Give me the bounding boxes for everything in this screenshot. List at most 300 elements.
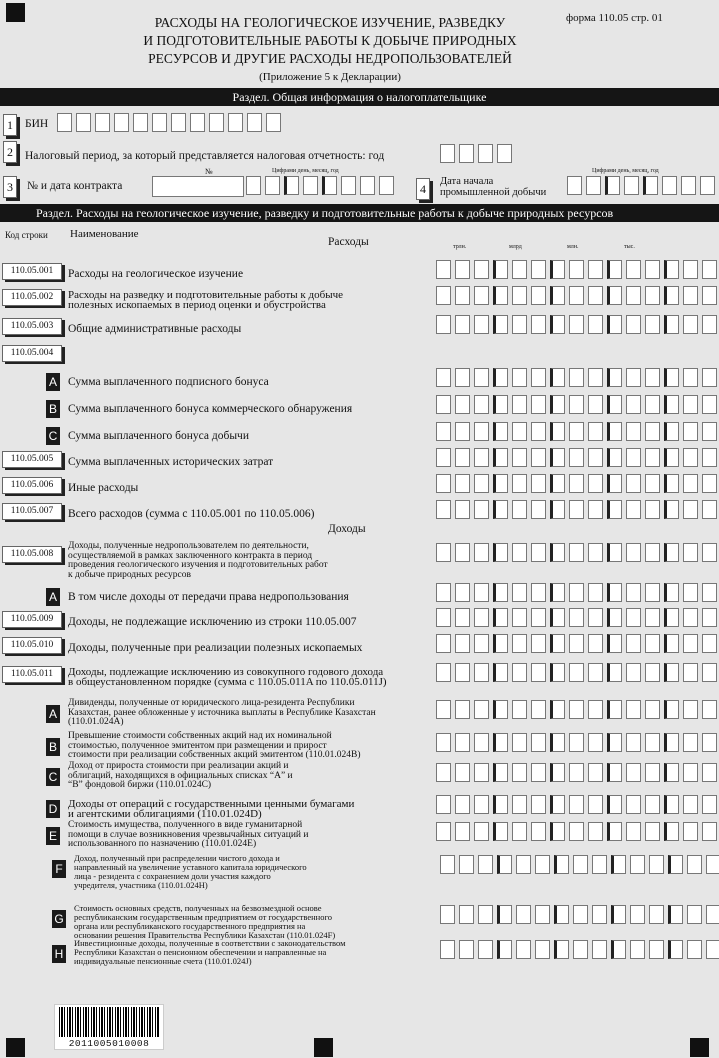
amount-digit-cell[interactable]	[626, 822, 641, 841]
amount-digit-cell[interactable]	[683, 634, 698, 653]
amount-digit-cell[interactable]	[588, 315, 603, 334]
amount-digit-cell[interactable]	[436, 583, 451, 602]
amount-digit-cell[interactable]	[436, 395, 451, 414]
amount-digit-cell[interactable]	[459, 940, 474, 959]
amount-digit-cell[interactable]	[474, 763, 489, 782]
amount-digit-cell[interactable]	[531, 634, 546, 653]
amount-digit-cell[interactable]	[512, 500, 527, 519]
bin-digit-cell[interactable]	[152, 113, 167, 132]
amount-digit-cell[interactable]	[436, 733, 451, 752]
amount-digit-cell[interactable]	[702, 822, 717, 841]
amount-digit-cell[interactable]	[474, 474, 489, 493]
amount-digit-cell[interactable]	[569, 395, 584, 414]
production-start-date-input[interactable]	[567, 176, 719, 195]
contract-number-input[interactable]	[152, 176, 244, 197]
amount-digit-cell[interactable]	[664, 474, 679, 493]
amount-digit-cell[interactable]	[607, 395, 622, 414]
amount-digit-cell[interactable]	[592, 905, 607, 924]
amount-digit-cell[interactable]	[588, 395, 603, 414]
amount-digit-cell[interactable]	[630, 905, 645, 924]
production-date-digit-cell[interactable]	[700, 176, 715, 195]
amount-digit-cell[interactable]	[588, 543, 603, 562]
amount-digit-cell[interactable]	[645, 260, 660, 279]
bin-digit-cell[interactable]	[190, 113, 205, 132]
amount-digit-cell[interactable]	[516, 905, 531, 924]
amount-digit-cell[interactable]	[455, 474, 470, 493]
amount-digit-cell[interactable]	[531, 543, 546, 562]
amount-digit-cell[interactable]	[683, 286, 698, 305]
amount-digit-cell[interactable]	[607, 583, 622, 602]
amount-digit-cell[interactable]	[626, 663, 641, 682]
amount-digit-cell[interactable]	[573, 940, 588, 959]
amount-digit-cell[interactable]	[436, 448, 451, 467]
amount-digit-cell[interactable]	[664, 368, 679, 387]
amount-digit-cell[interactable]	[592, 855, 607, 874]
amount-digit-cell[interactable]	[626, 448, 641, 467]
bin-digit-cell[interactable]	[247, 113, 262, 132]
amount-digit-cell[interactable]	[607, 448, 622, 467]
amount-digit-cell[interactable]	[436, 663, 451, 682]
amount-digit-cell[interactable]	[474, 448, 489, 467]
tax-period-year-input[interactable]	[440, 144, 516, 163]
production-date-digit-cell[interactable]	[605, 176, 620, 195]
amount-digit-cell[interactable]	[455, 733, 470, 752]
amount-digit-cell[interactable]	[626, 608, 641, 627]
amount-digit-cell[interactable]	[702, 474, 717, 493]
amount-digit-cell[interactable]	[588, 608, 603, 627]
amount-digit-cell[interactable]	[706, 905, 719, 924]
amount-digit-cell[interactable]	[626, 634, 641, 653]
amount-digit-cell[interactable]	[550, 422, 565, 441]
amount-digit-cell[interactable]	[569, 543, 584, 562]
amount-digit-cell[interactable]	[626, 500, 641, 519]
amount-digit-cell[interactable]	[455, 583, 470, 602]
contract-date-digit-cell[interactable]	[284, 176, 299, 195]
year-digit-cell[interactable]	[478, 144, 493, 163]
amount-digit-cell[interactable]	[683, 260, 698, 279]
amount-digit-cell[interactable]	[512, 395, 527, 414]
amount-digit-cell[interactable]	[645, 422, 660, 441]
amount-digit-cell[interactable]	[550, 395, 565, 414]
amount-digit-cell[interactable]	[474, 286, 489, 305]
amount-digit-cell[interactable]	[493, 663, 508, 682]
row-amount-input[interactable]	[436, 543, 719, 562]
amount-digit-cell[interactable]	[535, 905, 550, 924]
amount-digit-cell[interactable]	[588, 286, 603, 305]
amount-digit-cell[interactable]	[455, 795, 470, 814]
amount-digit-cell[interactable]	[645, 500, 660, 519]
amount-digit-cell[interactable]	[645, 733, 660, 752]
amount-digit-cell[interactable]	[474, 395, 489, 414]
year-digit-cell[interactable]	[497, 144, 512, 163]
amount-digit-cell[interactable]	[474, 733, 489, 752]
amount-digit-cell[interactable]	[569, 634, 584, 653]
amount-digit-cell[interactable]	[512, 763, 527, 782]
amount-digit-cell[interactable]	[702, 260, 717, 279]
row-amount-input[interactable]	[440, 855, 719, 874]
amount-digit-cell[interactable]	[455, 315, 470, 334]
amount-digit-cell[interactable]	[626, 260, 641, 279]
amount-digit-cell[interactable]	[687, 940, 702, 959]
amount-digit-cell[interactable]	[588, 663, 603, 682]
amount-digit-cell[interactable]	[550, 663, 565, 682]
amount-digit-cell[interactable]	[626, 315, 641, 334]
amount-digit-cell[interactable]	[531, 608, 546, 627]
amount-digit-cell[interactable]	[512, 700, 527, 719]
row-amount-input[interactable]	[440, 905, 719, 924]
amount-digit-cell[interactable]	[455, 395, 470, 414]
amount-digit-cell[interactable]	[702, 700, 717, 719]
amount-digit-cell[interactable]	[683, 500, 698, 519]
amount-digit-cell[interactable]	[512, 260, 527, 279]
amount-digit-cell[interactable]	[702, 315, 717, 334]
amount-digit-cell[interactable]	[702, 395, 717, 414]
amount-digit-cell[interactable]	[664, 543, 679, 562]
amount-digit-cell[interactable]	[531, 422, 546, 441]
amount-digit-cell[interactable]	[455, 763, 470, 782]
amount-digit-cell[interactable]	[554, 940, 569, 959]
amount-digit-cell[interactable]	[683, 795, 698, 814]
amount-digit-cell[interactable]	[607, 543, 622, 562]
production-date-digit-cell[interactable]	[681, 176, 696, 195]
amount-digit-cell[interactable]	[455, 663, 470, 682]
amount-digit-cell[interactable]	[531, 822, 546, 841]
amount-digit-cell[interactable]	[664, 634, 679, 653]
amount-digit-cell[interactable]	[683, 395, 698, 414]
amount-digit-cell[interactable]	[569, 795, 584, 814]
amount-digit-cell[interactable]	[512, 583, 527, 602]
amount-digit-cell[interactable]	[512, 634, 527, 653]
amount-digit-cell[interactable]	[497, 855, 512, 874]
amount-digit-cell[interactable]	[455, 634, 470, 653]
amount-digit-cell[interactable]	[569, 763, 584, 782]
amount-digit-cell[interactable]	[474, 368, 489, 387]
amount-digit-cell[interactable]	[588, 733, 603, 752]
amount-digit-cell[interactable]	[455, 543, 470, 562]
contract-date-digit-cell[interactable]	[341, 176, 356, 195]
amount-digit-cell[interactable]	[588, 795, 603, 814]
amount-digit-cell[interactable]	[455, 286, 470, 305]
row-amount-input[interactable]	[436, 395, 719, 414]
amount-digit-cell[interactable]	[626, 286, 641, 305]
amount-digit-cell[interactable]	[645, 608, 660, 627]
amount-digit-cell[interactable]	[607, 700, 622, 719]
amount-digit-cell[interactable]	[512, 733, 527, 752]
bin-digit-cell[interactable]	[133, 113, 148, 132]
amount-digit-cell[interactable]	[478, 855, 493, 874]
amount-digit-cell[interactable]	[702, 448, 717, 467]
production-date-digit-cell[interactable]	[662, 176, 677, 195]
amount-digit-cell[interactable]	[493, 448, 508, 467]
row-amount-input[interactable]	[436, 700, 719, 719]
amount-digit-cell[interactable]	[607, 634, 622, 653]
amount-digit-cell[interactable]	[683, 583, 698, 602]
amount-digit-cell[interactable]	[702, 422, 717, 441]
amount-digit-cell[interactable]	[531, 368, 546, 387]
amount-digit-cell[interactable]	[531, 286, 546, 305]
amount-digit-cell[interactable]	[493, 733, 508, 752]
amount-digit-cell[interactable]	[569, 700, 584, 719]
amount-digit-cell[interactable]	[497, 905, 512, 924]
amount-digit-cell[interactable]	[440, 905, 455, 924]
amount-digit-cell[interactable]	[512, 474, 527, 493]
amount-digit-cell[interactable]	[531, 733, 546, 752]
amount-digit-cell[interactable]	[607, 474, 622, 493]
amount-digit-cell[interactable]	[588, 763, 603, 782]
amount-digit-cell[interactable]	[455, 500, 470, 519]
amount-digit-cell[interactable]	[683, 422, 698, 441]
amount-digit-cell[interactable]	[535, 855, 550, 874]
production-date-digit-cell[interactable]	[643, 176, 658, 195]
amount-digit-cell[interactable]	[493, 543, 508, 562]
amount-digit-cell[interactable]	[436, 700, 451, 719]
amount-digit-cell[interactable]	[611, 940, 626, 959]
amount-digit-cell[interactable]	[706, 940, 719, 959]
amount-digit-cell[interactable]	[607, 795, 622, 814]
amount-digit-cell[interactable]	[474, 260, 489, 279]
amount-digit-cell[interactable]	[588, 634, 603, 653]
amount-digit-cell[interactable]	[607, 763, 622, 782]
amount-digit-cell[interactable]	[668, 905, 683, 924]
amount-digit-cell[interactable]	[626, 583, 641, 602]
production-date-digit-cell[interactable]	[586, 176, 601, 195]
row-amount-input[interactable]	[436, 763, 719, 782]
amount-digit-cell[interactable]	[531, 700, 546, 719]
amount-digit-cell[interactable]	[474, 700, 489, 719]
amount-digit-cell[interactable]	[645, 822, 660, 841]
amount-digit-cell[interactable]	[649, 855, 664, 874]
amount-digit-cell[interactable]	[626, 474, 641, 493]
amount-digit-cell[interactable]	[512, 368, 527, 387]
amount-digit-cell[interactable]	[531, 448, 546, 467]
amount-digit-cell[interactable]	[664, 822, 679, 841]
row-amount-input[interactable]	[436, 795, 719, 814]
amount-digit-cell[interactable]	[588, 583, 603, 602]
amount-digit-cell[interactable]	[687, 905, 702, 924]
amount-digit-cell[interactable]	[455, 700, 470, 719]
amount-digit-cell[interactable]	[535, 940, 550, 959]
amount-digit-cell[interactable]	[645, 474, 660, 493]
amount-digit-cell[interactable]	[683, 543, 698, 562]
amount-digit-cell[interactable]	[493, 583, 508, 602]
row-amount-input[interactable]	[436, 368, 719, 387]
amount-digit-cell[interactable]	[683, 663, 698, 682]
amount-digit-cell[interactable]	[607, 500, 622, 519]
amount-digit-cell[interactable]	[531, 663, 546, 682]
amount-digit-cell[interactable]	[531, 395, 546, 414]
amount-digit-cell[interactable]	[455, 608, 470, 627]
amount-digit-cell[interactable]	[664, 700, 679, 719]
amount-digit-cell[interactable]	[550, 500, 565, 519]
amount-digit-cell[interactable]	[474, 583, 489, 602]
amount-digit-cell[interactable]	[645, 448, 660, 467]
amount-digit-cell[interactable]	[531, 583, 546, 602]
amount-digit-cell[interactable]	[569, 500, 584, 519]
amount-digit-cell[interactable]	[607, 663, 622, 682]
amount-digit-cell[interactable]	[573, 855, 588, 874]
amount-digit-cell[interactable]	[512, 543, 527, 562]
amount-digit-cell[interactable]	[569, 422, 584, 441]
amount-digit-cell[interactable]	[436, 795, 451, 814]
contract-date-digit-cell[interactable]	[379, 176, 394, 195]
amount-digit-cell[interactable]	[474, 608, 489, 627]
amount-digit-cell[interactable]	[664, 733, 679, 752]
amount-digit-cell[interactable]	[436, 286, 451, 305]
row-amount-input[interactable]	[436, 315, 719, 334]
amount-digit-cell[interactable]	[645, 663, 660, 682]
amount-digit-cell[interactable]	[550, 700, 565, 719]
amount-digit-cell[interactable]	[607, 733, 622, 752]
amount-digit-cell[interactable]	[573, 905, 588, 924]
amount-digit-cell[interactable]	[493, 395, 508, 414]
amount-digit-cell[interactable]	[436, 260, 451, 279]
amount-digit-cell[interactable]	[607, 368, 622, 387]
amount-digit-cell[interactable]	[645, 368, 660, 387]
amount-digit-cell[interactable]	[550, 286, 565, 305]
amount-digit-cell[interactable]	[569, 474, 584, 493]
amount-digit-cell[interactable]	[493, 260, 508, 279]
amount-digit-cell[interactable]	[611, 905, 626, 924]
amount-digit-cell[interactable]	[512, 663, 527, 682]
amount-digit-cell[interactable]	[649, 940, 664, 959]
amount-digit-cell[interactable]	[569, 608, 584, 627]
amount-digit-cell[interactable]	[645, 763, 660, 782]
bin-digit-cell[interactable]	[228, 113, 243, 132]
amount-digit-cell[interactable]	[645, 315, 660, 334]
amount-digit-cell[interactable]	[702, 608, 717, 627]
row-amount-input[interactable]	[436, 260, 719, 279]
amount-digit-cell[interactable]	[702, 763, 717, 782]
bin-digit-cell[interactable]	[95, 113, 110, 132]
amount-digit-cell[interactable]	[436, 368, 451, 387]
amount-digit-cell[interactable]	[531, 315, 546, 334]
amount-digit-cell[interactable]	[474, 822, 489, 841]
amount-digit-cell[interactable]	[497, 940, 512, 959]
row-amount-input[interactable]	[436, 733, 719, 752]
amount-digit-cell[interactable]	[664, 395, 679, 414]
amount-digit-cell[interactable]	[588, 822, 603, 841]
row-amount-input[interactable]	[436, 500, 719, 519]
row-amount-input[interactable]	[436, 448, 719, 467]
amount-digit-cell[interactable]	[474, 500, 489, 519]
amount-digit-cell[interactable]	[516, 855, 531, 874]
amount-digit-cell[interactable]	[664, 763, 679, 782]
amount-digit-cell[interactable]	[683, 822, 698, 841]
amount-digit-cell[interactable]	[493, 315, 508, 334]
amount-digit-cell[interactable]	[702, 733, 717, 752]
amount-digit-cell[interactable]	[683, 448, 698, 467]
amount-digit-cell[interactable]	[440, 940, 455, 959]
amount-digit-cell[interactable]	[702, 543, 717, 562]
row-amount-input[interactable]	[436, 474, 719, 493]
amount-digit-cell[interactable]	[702, 286, 717, 305]
amount-digit-cell[interactable]	[683, 733, 698, 752]
row-amount-input[interactable]	[436, 422, 719, 441]
amount-digit-cell[interactable]	[459, 855, 474, 874]
amount-digit-cell[interactable]	[683, 315, 698, 334]
amount-digit-cell[interactable]	[626, 422, 641, 441]
amount-digit-cell[interactable]	[645, 395, 660, 414]
bin-digit-cell[interactable]	[76, 113, 91, 132]
amount-digit-cell[interactable]	[611, 855, 626, 874]
amount-digit-cell[interactable]	[493, 700, 508, 719]
amount-digit-cell[interactable]	[531, 474, 546, 493]
amount-digit-cell[interactable]	[645, 543, 660, 562]
amount-digit-cell[interactable]	[664, 500, 679, 519]
amount-digit-cell[interactable]	[550, 543, 565, 562]
amount-digit-cell[interactable]	[459, 905, 474, 924]
amount-digit-cell[interactable]	[512, 448, 527, 467]
amount-digit-cell[interactable]	[569, 733, 584, 752]
bin-digit-cell[interactable]	[114, 113, 129, 132]
amount-digit-cell[interactable]	[531, 795, 546, 814]
amount-digit-cell[interactable]	[706, 855, 719, 874]
amount-digit-cell[interactable]	[702, 663, 717, 682]
amount-digit-cell[interactable]	[664, 795, 679, 814]
amount-digit-cell[interactable]	[550, 474, 565, 493]
amount-digit-cell[interactable]	[607, 260, 622, 279]
amount-digit-cell[interactable]	[626, 733, 641, 752]
amount-digit-cell[interactable]	[683, 474, 698, 493]
amount-digit-cell[interactable]	[493, 822, 508, 841]
amount-digit-cell[interactable]	[664, 286, 679, 305]
amount-digit-cell[interactable]	[512, 795, 527, 814]
amount-digit-cell[interactable]	[550, 763, 565, 782]
amount-digit-cell[interactable]	[569, 583, 584, 602]
amount-digit-cell[interactable]	[493, 474, 508, 493]
row-amount-input[interactable]	[436, 822, 719, 841]
amount-digit-cell[interactable]	[436, 608, 451, 627]
amount-digit-cell[interactable]	[512, 422, 527, 441]
amount-digit-cell[interactable]	[550, 822, 565, 841]
amount-digit-cell[interactable]	[436, 634, 451, 653]
amount-digit-cell[interactable]	[569, 448, 584, 467]
amount-digit-cell[interactable]	[569, 315, 584, 334]
amount-digit-cell[interactable]	[630, 940, 645, 959]
amount-digit-cell[interactable]	[645, 795, 660, 814]
amount-digit-cell[interactable]	[664, 448, 679, 467]
amount-digit-cell[interactable]	[512, 315, 527, 334]
amount-digit-cell[interactable]	[512, 822, 527, 841]
amount-digit-cell[interactable]	[645, 286, 660, 305]
amount-digit-cell[interactable]	[645, 583, 660, 602]
amount-digit-cell[interactable]	[664, 260, 679, 279]
amount-digit-cell[interactable]	[645, 634, 660, 653]
amount-digit-cell[interactable]	[668, 855, 683, 874]
amount-digit-cell[interactable]	[702, 795, 717, 814]
amount-digit-cell[interactable]	[512, 286, 527, 305]
amount-digit-cell[interactable]	[531, 763, 546, 782]
amount-digit-cell[interactable]	[474, 543, 489, 562]
amount-digit-cell[interactable]	[550, 448, 565, 467]
amount-digit-cell[interactable]	[512, 608, 527, 627]
amount-digit-cell[interactable]	[569, 368, 584, 387]
amount-digit-cell[interactable]	[626, 700, 641, 719]
amount-digit-cell[interactable]	[626, 763, 641, 782]
contract-date-digit-cell[interactable]	[246, 176, 261, 195]
amount-digit-cell[interactable]	[474, 663, 489, 682]
amount-digit-cell[interactable]	[668, 940, 683, 959]
amount-digit-cell[interactable]	[569, 260, 584, 279]
amount-digit-cell[interactable]	[683, 368, 698, 387]
amount-digit-cell[interactable]	[493, 608, 508, 627]
amount-digit-cell[interactable]	[474, 795, 489, 814]
amount-digit-cell[interactable]	[455, 822, 470, 841]
amount-digit-cell[interactable]	[436, 763, 451, 782]
row-amount-input[interactable]	[436, 634, 719, 653]
amount-digit-cell[interactable]	[664, 663, 679, 682]
amount-digit-cell[interactable]	[436, 543, 451, 562]
